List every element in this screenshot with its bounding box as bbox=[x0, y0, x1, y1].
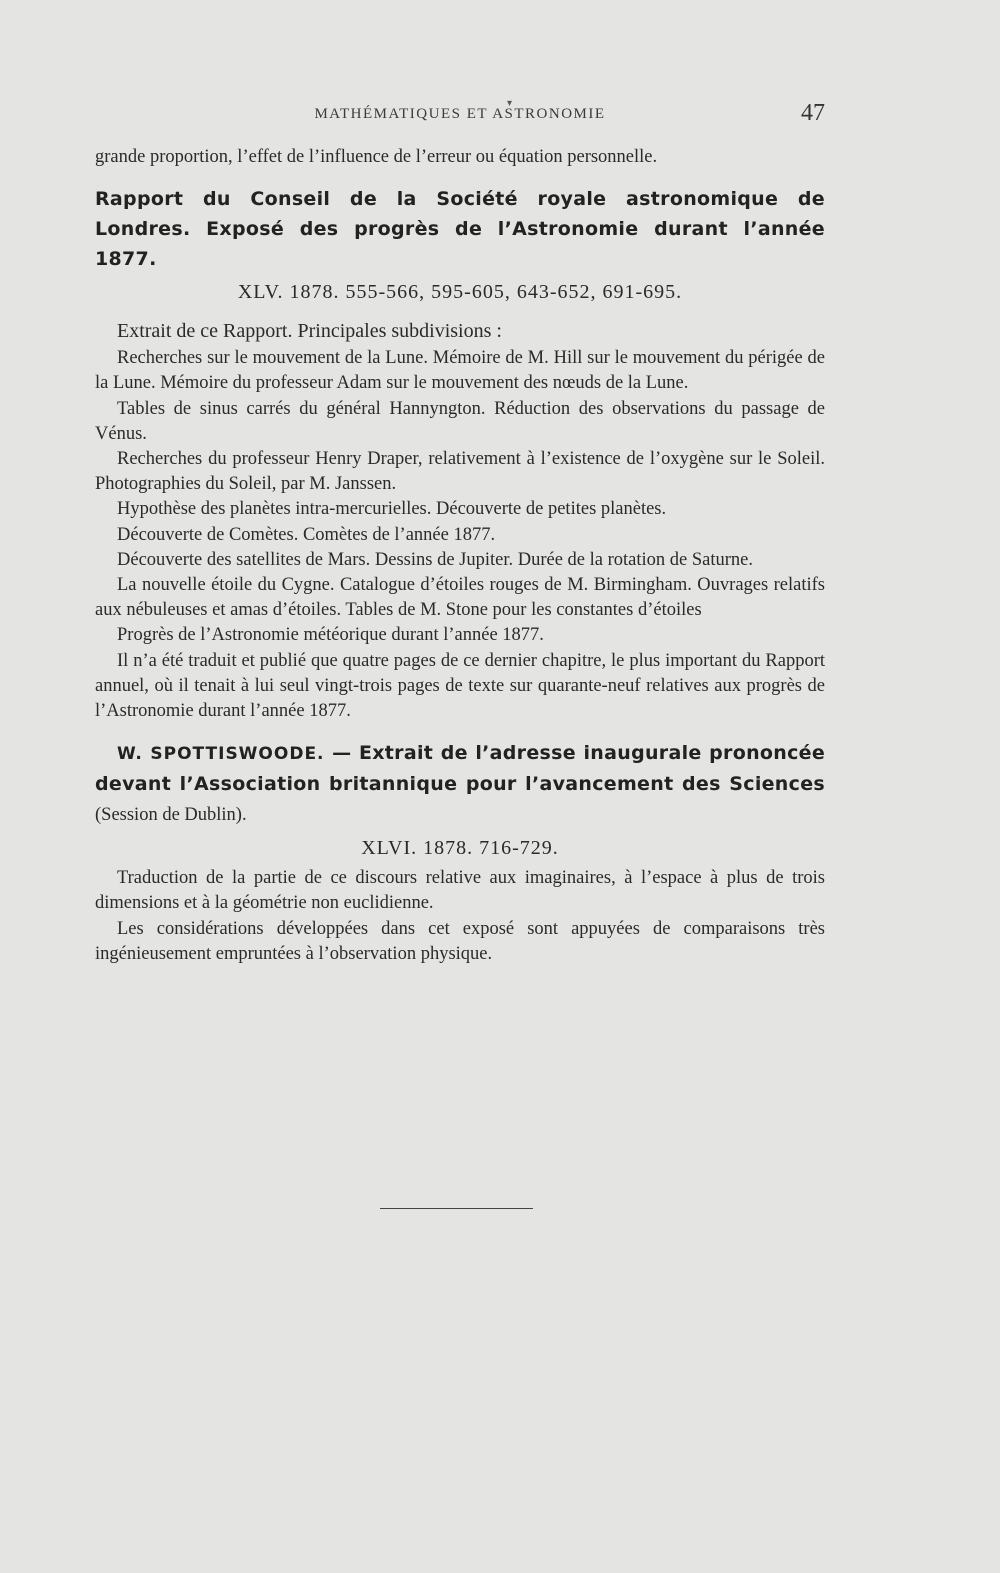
entry2-author: W. SPOTTISWOODE. bbox=[117, 744, 325, 765]
entry1-paragraph: Découverte des satellites de Mars. Dessins de Jupiter. Durée de la rotation de Saturne. bbox=[117, 549, 754, 570]
entry1-intro: Extrait de ce Rapport. Principales subdivisions : bbox=[117, 320, 502, 343]
entry1-paragraph: Tables de sinus carrés du général Hannyngton. Réduction des observations du passage de Vénus. bbox=[95, 398, 825, 444]
entry2-heading bbox=[95, 738, 825, 830]
entry2-session: (Session de Dublin). bbox=[95, 805, 247, 826]
page-header bbox=[95, 100, 825, 130]
page-number: 47 bbox=[801, 100, 825, 126]
entry1-title: Rapport du Conseil de la Société royale astronomique de Londres. Exposé des progrès de l’Astronomie durant l’année 1877. bbox=[95, 188, 825, 271]
page-body bbox=[95, 145, 825, 967]
tick-mark: ▾ bbox=[507, 98, 513, 109]
entry1-paragraph: La nouvelle étoile du Cygne. Catalogue d’étoiles rouges de M. Birmingham. Ouvrages relatifs aux nébuleuses et amas d’étoiles. Tables de M. Stone pour les constantes d’étoiles bbox=[95, 575, 825, 621]
entry1-paragraph: Progrès de l’Astronomie météorique durant l’année 1877. bbox=[117, 625, 544, 646]
entry1-paragraph: Recherches du professeur Henry Draper, relativement à l’existence de l’oxygène sur le Soleil. Photographies du Soleil, par M. Janssen. bbox=[95, 449, 825, 495]
running-head: MATHÉMATIQUES ET ASTRONOMIE bbox=[314, 106, 606, 122]
entry1-paragraph: Recherches sur le mouvement de la Lune. Mémoire de M. Hill sur le mouvement du périgée de la Lune. Mémoire du professeur Adam sur le mouvement des nœuds de la Lune. bbox=[95, 348, 825, 394]
entry2-paragraph: Les considérations développées dans cet exposé sont appuyées de comparaisons très ingénieusement empruntées à l’observation physique. bbox=[95, 918, 825, 964]
continuation-paragraph: grande proportion, l’effet de l’influence de l’erreur ou équation personnelle. bbox=[95, 147, 658, 167]
entry2-dash: — bbox=[324, 742, 359, 765]
entry1-citation: XLV. 1878. 555-566, 595-605, 643-652, 691-695. bbox=[237, 281, 683, 304]
entry2-paragraph: Traduction de la partie de ce discours relative aux imaginaires, à l’espace à plus de trois dimensions et à la géométrie non euclidienne. bbox=[95, 868, 825, 914]
entry2-title: Extrait de l’adresse inaugurale prononcée devant l’Association britannique pour l’avancement des Sciences bbox=[95, 742, 826, 796]
entry1-paragraph: Hypothèse des planètes intra-mercurielles. Découverte de petites planètes. bbox=[117, 499, 667, 520]
section-divider bbox=[380, 1208, 533, 1209]
entry1-paragraph: Il n’a été traduit et publié que quatre pages de ce dernier chapitre, le plus important du Rapport annuel, où il tenait à lui seul vingt-trois pages de texte sur quarante-neuf relatives aux progrès de l’Astronomie durant l’année 1877. bbox=[95, 650, 825, 722]
entry2-citation: XLVI. 1878. 716-729. bbox=[361, 837, 559, 860]
entry1-paragraph: Découverte de Comètes. Comètes de l’année 1877. bbox=[117, 524, 496, 545]
